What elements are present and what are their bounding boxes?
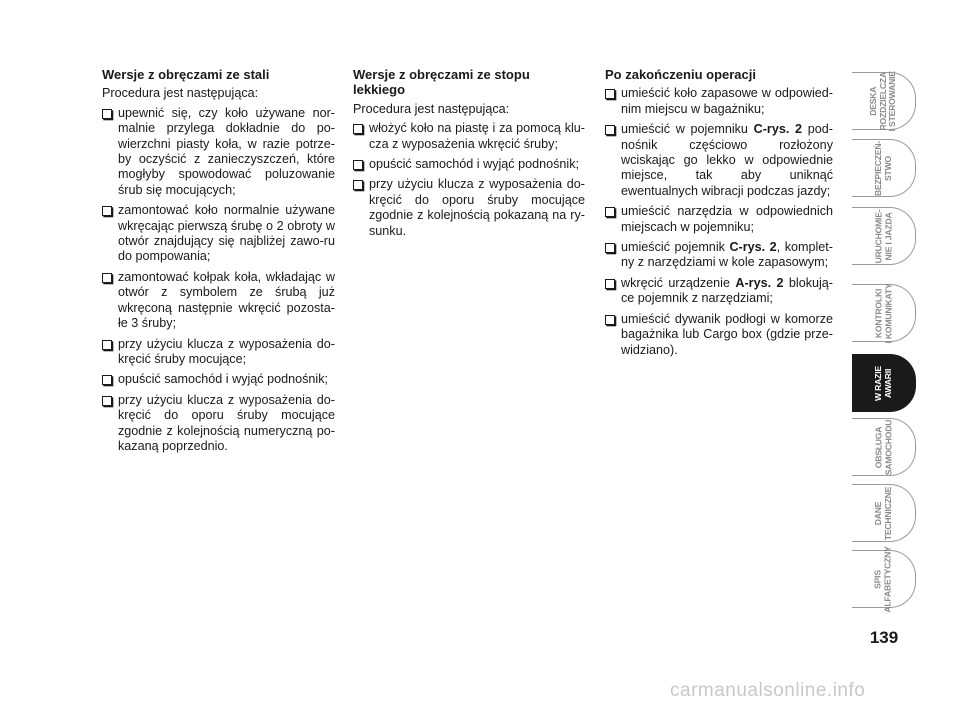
tab-w-razie-awarii[interactable]: W RAZIE AWARII — [852, 354, 916, 412]
list-item: umieścić pojemnik C-rys. 2, komplet-ny z narzędziami w kole zapasowym; — [605, 240, 833, 271]
list-item: przy użyciu klucza z wyposażenia do-kręcić śruby mocujące; — [102, 337, 335, 368]
list-item: wkręcić urządzenie A-rys. 2 blokują-ce pojemnik z narzędziami; — [605, 276, 833, 307]
section-intro: Procedura jest następująca: — [353, 101, 510, 116]
checkbox-bullet-icon — [605, 243, 615, 253]
list-item: umieścić narzędzia w odpowiednich miejscach w pojemniku; — [605, 204, 833, 235]
checkbox-bullet-icon — [102, 109, 112, 119]
list-item: włożyć koło na piastę i za pomocą klu-cza z wyposażenia wkręcić śruby; — [353, 121, 585, 152]
checkbox-bullet-icon — [102, 206, 112, 216]
list-item: zamontować koło normalnie używane wkręcając pierwszą śrubę o 2 obroty w otwór znajdujący się najbliżej zawo-ru do pompowania; — [102, 203, 335, 265]
list-item: opuścić samochód i wyjąć podnośnik; — [102, 372, 335, 387]
checkbox-bullet-icon — [353, 160, 363, 170]
list-item: umieścić koło zapasowe w odpowied-nim miejscu w bagażniku; — [605, 86, 833, 117]
tab-obsluga-samochodu[interactable]: OBSŁUGA SAMOCHODU — [852, 418, 916, 476]
section-intro: Procedura jest następująca: — [102, 86, 259, 101]
list-item: przy użyciu klucza z wyposażenia do-kręcić do oporu śruby mocujące zgodnie z kolejnością numeryczną po-kazaną poprzednio. — [102, 393, 335, 455]
checkbox-bullet-icon — [353, 124, 363, 134]
section-heading: Wersje z obręczami ze stali — [102, 67, 270, 82]
section-heading: Po zakończeniu operacji — [605, 67, 756, 82]
tab-bezpieczenstwo[interactable]: BEZPIECZEŃ- STWO — [852, 139, 916, 197]
tab-uruchomienie-i-jazda[interactable]: URUCHOMIE- NIE I JAZDA — [852, 207, 916, 265]
column-after-operation — [605, 67, 833, 363]
checkbox-bullet-icon — [605, 315, 615, 325]
figure-reference: A-rys. 2 — [735, 275, 784, 290]
list-item: opuścić samochód i wyjąć podnośnik; — [353, 157, 585, 172]
checkbox-bullet-icon — [102, 273, 112, 283]
tab-spis-alfabetyczny[interactable]: SPIS ALFABETYCZNY — [852, 550, 916, 608]
list-item: umieścić dywanik podłogi w komorze bagażnika lub Cargo box (gdzie prze-widziano). — [605, 312, 833, 358]
checkbox-bullet-icon — [605, 125, 615, 135]
figure-reference: C-rys. 2 — [753, 122, 803, 137]
checkbox-bullet-icon — [605, 279, 615, 289]
tab-kontrolki-i-komunikaty[interactable]: KONTROLKI I KOMUNIKATY — [852, 284, 916, 342]
list-item: upewnić się, czy koło używane nor-malnie przylega dokładnie do po-wierzchni piasty koła, w razie potrze-by oczyścić z zanieczyszczeń, które mogłyby spowodować poluzowanie śrub się mocujących; — [102, 106, 335, 198]
column-steel-rims — [102, 67, 335, 459]
page-number: 139 — [869, 628, 899, 647]
checkbox-bullet-icon — [605, 207, 615, 217]
watermark: carmanualsonline.info — [670, 680, 866, 701]
column-alloy-rims — [353, 67, 585, 244]
checkbox-bullet-icon — [102, 340, 112, 350]
list-item: umieścić w pojemniku C-rys. 2 pod-nośnik częściowo rozłożony wciskając go lekko w odpowiednie miejsce, tak aby uniknąć ewentualnych wibracji podczas jazdy; — [605, 122, 833, 199]
checkbox-bullet-icon — [605, 89, 615, 99]
list-item: przy użyciu klucza z wyposażenia do-kręcić do oporu śruby mocujące zgodnie z kolejnością pokazaną na ry-sunku. — [353, 177, 585, 239]
checkbox-bullet-icon — [102, 375, 112, 385]
section-heading: Wersje z obręczami ze stopu lekkiego — [353, 67, 530, 98]
checkbox-bullet-icon — [353, 180, 363, 190]
list-item: zamontować kołpak koła, wkładając w otwór z symbolem ze śrubą już wkręconą następnie wkręcić pozosta-łe 3 śruby; — [102, 270, 335, 332]
figure-reference: C-rys. 2 — [729, 240, 777, 255]
tab-deska-rozdzielcza[interactable]: DESKA ROZDZIELCZA I STEROWANIE — [852, 72, 916, 130]
tab-dane-techniczne[interactable]: DANE TECHNICZNE — [852, 484, 916, 542]
checkbox-bullet-icon — [102, 396, 112, 406]
